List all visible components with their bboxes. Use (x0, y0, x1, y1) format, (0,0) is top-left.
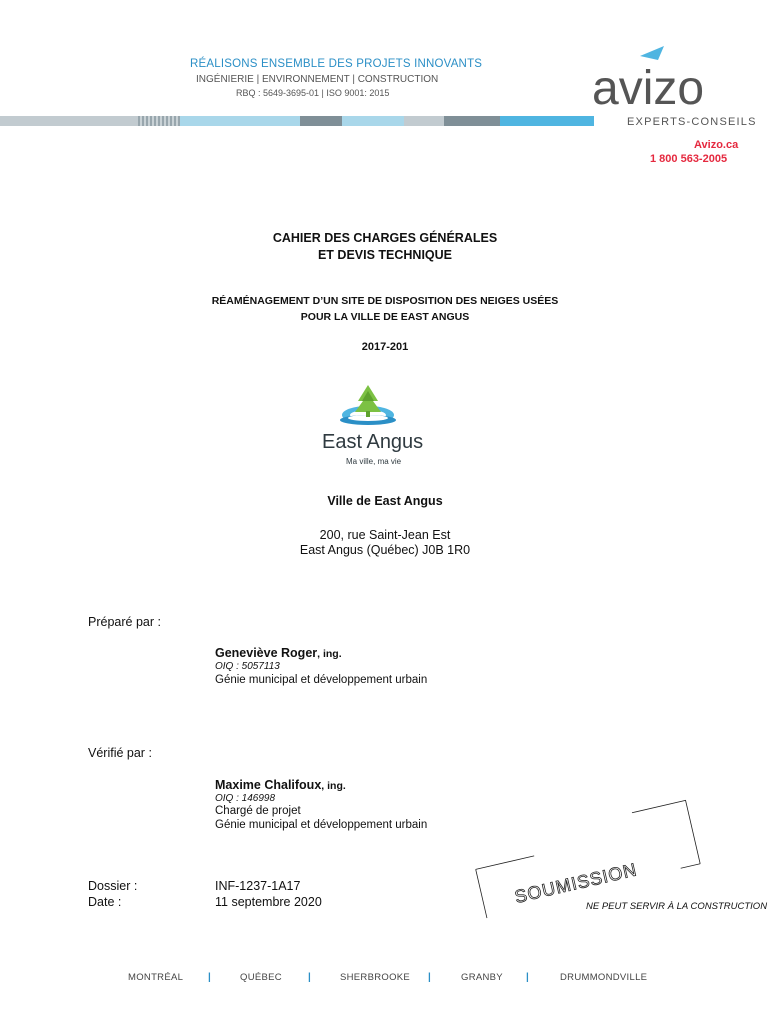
verified-role: Chargé de projet (215, 805, 301, 817)
header-bar-pattern (138, 116, 180, 126)
client-name: Ville de East Angus (327, 494, 443, 508)
footer-separator: | (526, 972, 529, 983)
document-subtitle-line2: POUR LA VILLE DE EAST ANGUS (300, 311, 470, 323)
stamp-note: NE PEUT SERVIR À LA CONSTRUCTION (586, 901, 768, 912)
footer-separator: | (308, 972, 311, 983)
office-granby: GRANBY (461, 972, 503, 983)
date-value: 11 septembre 2020 (215, 895, 322, 909)
verified-name: Maxime Chalifoux, ing. (215, 778, 346, 792)
office-quebec: QUÉBEC (240, 972, 282, 983)
header-bar-light-blue-2 (342, 116, 404, 126)
prepared-department: Génie municipal et développement urbain (215, 674, 428, 686)
logo-text: avizo (592, 62, 705, 115)
verified-department: Génie municipal et développement urbain (215, 819, 428, 831)
dossier-label: Dossier : (88, 879, 138, 893)
header-certifications: RBQ : 5649-3695-01 | ISO 9001: 2015 (236, 88, 390, 98)
east-angus-logo-name: East Angus (322, 431, 424, 453)
office-sherbrooke: SHERBROOKE (340, 972, 411, 983)
website-link[interactable]: Avizo.ca (694, 139, 739, 151)
dossier-value: INF-1237-1A17 (215, 879, 301, 893)
client-address-line2: East Angus (Québec) J0B 1R0 (299, 543, 471, 557)
header-services: INGÉNIERIE | ENVIRONNEMENT | CONSTRUCTION (196, 74, 439, 85)
logo-subtitle: EXPERTS-CONSEILS (627, 116, 757, 128)
document-title-line2: ET DEVIS TECHNIQUE (317, 248, 453, 262)
footer-separator: | (428, 972, 431, 983)
stamp-text: SOUMISSION (512, 859, 640, 908)
header-tagline: RÉALISONS ENSEMBLE DES PROJETS INNOVANTS (190, 58, 483, 70)
avizo-logo (592, 46, 742, 115)
submission-stamp (466, 792, 768, 922)
office-montreal: MONTRÉAL (128, 972, 184, 983)
document-title-line1: CAHIER DES CHARGES GÉNÉRALES (272, 231, 498, 245)
client-address-line1: 200, rue Saint-Jean Est (319, 528, 451, 542)
office-drummondville: DRUMMONDVILLE (560, 972, 648, 983)
project-number: 2017-201 (361, 341, 409, 353)
east-angus-logo-slogan: Ma ville, ma vie (346, 457, 402, 466)
footer-separator: | (208, 972, 211, 983)
footer-offices (0, 972, 770, 986)
prepared-name: Geneviève Roger, ing. (215, 646, 342, 660)
header-bar-light-blue (180, 116, 300, 126)
prepared-label: Préparé par : (88, 615, 161, 629)
header-bar-blue (500, 116, 594, 126)
document-subtitle-line1: RÉAMÉNAGEMENT D’UN SITE DE DISPOSITION DES NEIGES USÉES (211, 295, 559, 307)
phone-number: 1 800 563-2005 (650, 153, 728, 165)
header-bar-dark-2 (444, 116, 500, 126)
header-bar-dark (300, 116, 342, 126)
verified-label: Vérifié par : (88, 746, 152, 760)
verified-oiq: OIQ : 146998 (215, 793, 276, 804)
header-bar-gray (404, 116, 444, 126)
prepared-oiq: OIQ : 5057113 (215, 661, 280, 672)
date-label: Date : (88, 895, 122, 909)
east-angus-logo (320, 382, 438, 474)
